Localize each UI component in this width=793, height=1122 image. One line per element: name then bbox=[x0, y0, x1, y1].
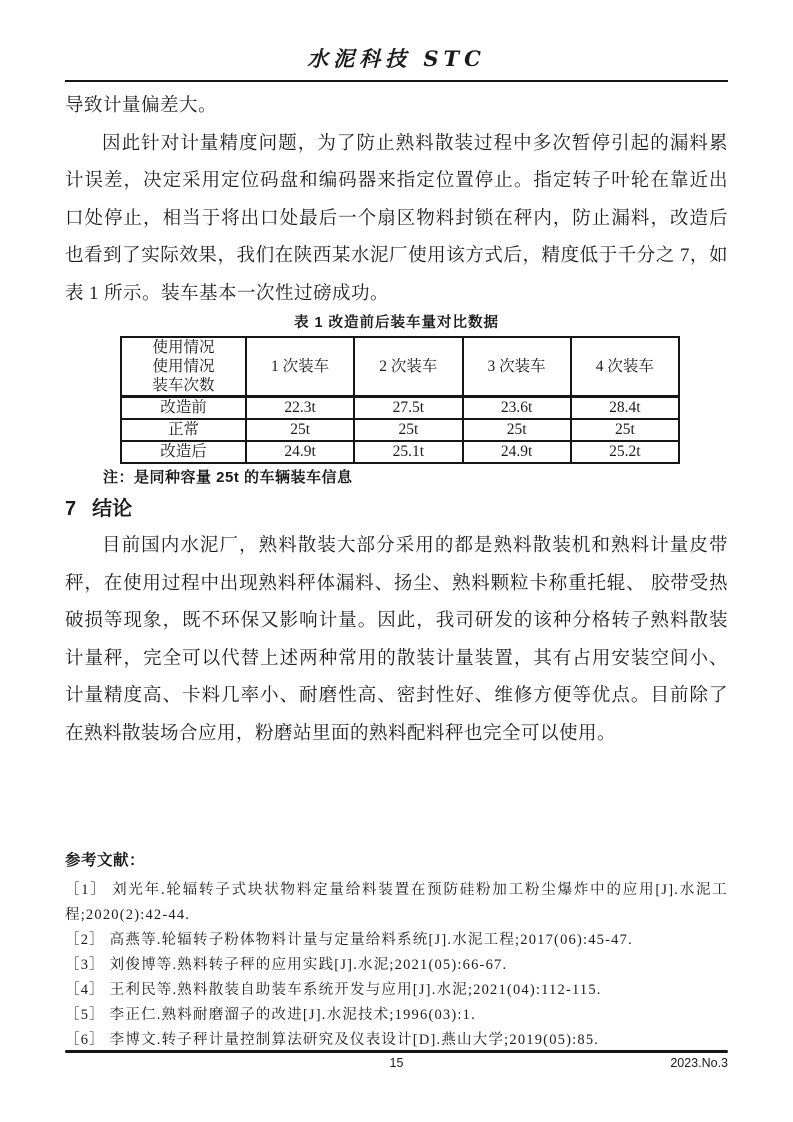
table-caption: 表 1 改造前后装车量对比数据 bbox=[293, 315, 500, 331]
reference-item: ［6］ 李博文.转子秤计量控制算法研究及仪表设计[D].燕山大学;2019(05):85. bbox=[65, 1032, 600, 1048]
column-header-3: 3 次装车 bbox=[463, 337, 571, 397]
table-cell: 25t bbox=[463, 419, 571, 441]
table-row bbox=[121, 397, 679, 420]
table-cell: 28.4t bbox=[571, 397, 679, 420]
page-header bbox=[65, 0, 728, 82]
table-cell: 25.2t bbox=[571, 441, 679, 463]
conclusion-paragraph: 目前国内水泥厂，熟料散装大部分采用的都是熟料散装机和熟料计量皮带秤，在使用过程中出现熟料秤体漏料、扬尘、熟料颗粒卡称重托辊、 胶带受热破损等现象，既不环保又影响计量。因此，我司研发的该种分格转子熟料散装计量秤，完全可以代替上述两种常用的散装计量装置，其有占用安装空间小、计量精度高、卡料几率小、耐磨性高、密封性好、维修方便等优点。目前除了在熟料散装场合应用，粉磨站里面的熟料配料秤也完全可以使用。 bbox=[65, 536, 728, 744]
reference-item: ［2］ 高燕等.轮辐转子粉体物料计量与定量给料系统[J].水泥工程;2017(06):45-47. bbox=[65, 932, 633, 948]
issue-label: 2023.No.3 bbox=[670, 1056, 728, 1070]
reference-item: ［5］ 李正仁.熟料耐磨溜子的改进[J].水泥技术;1996(03):1. bbox=[65, 1007, 476, 1023]
table-cell: 27.5t bbox=[354, 397, 462, 420]
table-stub-cell bbox=[121, 337, 246, 397]
section-number: 7 bbox=[65, 498, 77, 520]
table-cell: 25t bbox=[246, 419, 354, 441]
reference-item: ［1］ 刘光年.轮辐转子式块状物料定量给料装置在预防硅粉加工粉尘爆炸中的应用[J].水泥工程;2020(2):42-44. bbox=[65, 882, 728, 923]
reference-item: ［4］ 王利民等.熟料散装自助装车系统开发与应用[J].水泥;2021(04):112-115. bbox=[65, 982, 602, 998]
journal-title: 水泥科技 STC bbox=[307, 46, 486, 71]
row-label: 改造后 bbox=[121, 441, 246, 463]
table-cell: 22.3t bbox=[246, 397, 354, 420]
stub-line: 装车次数 bbox=[152, 377, 215, 394]
table-note: 注：是同种容量 25t 的车辆装车信息 bbox=[103, 469, 353, 486]
stub-line: 使用情况 bbox=[152, 339, 215, 356]
references-list bbox=[65, 878, 728, 1053]
column-header-2: 2 次装车 bbox=[354, 337, 462, 397]
column-header-4: 4 次装车 bbox=[571, 337, 679, 397]
page-content bbox=[65, 0, 728, 1053]
row-label: 正常 bbox=[121, 419, 246, 441]
table-header-row bbox=[121, 337, 679, 397]
page-footer bbox=[65, 1050, 728, 1073]
table-cell: 25.1t bbox=[354, 441, 462, 463]
section-heading bbox=[65, 496, 728, 522]
row-label: 改造前 bbox=[121, 397, 246, 420]
table-row bbox=[121, 419, 679, 441]
stub-line: 使用情况 bbox=[152, 358, 215, 375]
footer-row bbox=[65, 1053, 728, 1073]
table-cell: 23.6t bbox=[463, 397, 571, 420]
table-cell: 25t bbox=[571, 419, 679, 441]
page-number: 15 bbox=[389, 1056, 404, 1070]
table-cell: 24.9t bbox=[246, 441, 354, 463]
reference-item: ［3］ 刘俊博等.熟料转子秤的应用实践[J].水泥;2021(05):66-67. bbox=[65, 957, 508, 973]
paragraph-1: 因此针对计量精度问题，为了防止熟料散装过程中多次暂停引起的漏料累计误差，决定采用定位码盘和编码器来指定位置停止。指定转子叶轮在靠近出口处停止，相当于将出口处最后一个扇区物料封锁在秤内，防止漏料，改造后也看到了实际效果，我们在陕西某水泥厂使用该方式后，精度低于千分之 7，如表 1 所示。装车基本一次性过磅成功。 bbox=[65, 133, 728, 304]
paragraph-continuation: 导致计量偏差大。 bbox=[65, 96, 218, 116]
table-row bbox=[121, 441, 679, 463]
section-title: 结论 bbox=[92, 498, 133, 520]
table-cell: 25t bbox=[354, 419, 462, 441]
column-header-1: 1 次装车 bbox=[246, 337, 354, 397]
table-cell: 24.9t bbox=[463, 441, 571, 463]
loading-comparison-table bbox=[120, 336, 680, 464]
references-title: 参考文献： bbox=[65, 852, 146, 869]
